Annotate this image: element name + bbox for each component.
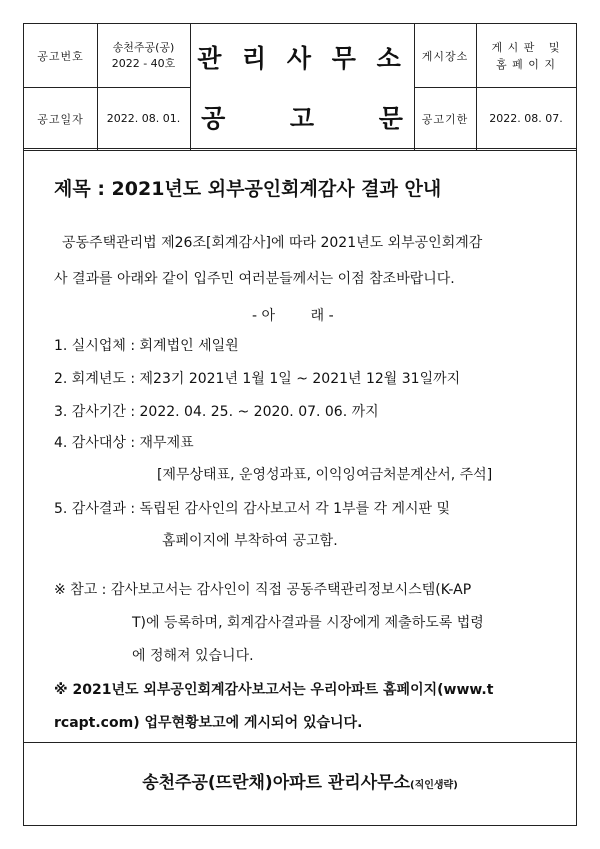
item-3: 3. 감사기간 : 2022. 04. 25. ~ 2020. 07. 06. 까지 — [54, 404, 379, 420]
header-divider — [24, 148, 576, 151]
notice-frame — [23, 23, 577, 826]
item-4-detail: [제무상태표, 운영성과표, 이익잉여금처분계산서, 주석] — [157, 467, 493, 483]
notice-number-label: 공고번호 — [37, 49, 84, 63]
notice-header-table — [24, 24, 576, 150]
item-1: 1. 실시업체 : 회계법인 세일원 — [54, 338, 239, 354]
intro-line-2: 사 결과를 아래와 같이 입주민 여러분들께서는 이점 참조바랍니다. — [54, 271, 455, 287]
notice-number-line1: 송천주공(공) — [112, 40, 175, 54]
notice-number-value — [97, 24, 190, 87]
doc-title: 공 고 문 — [201, 104, 403, 133]
notice-date-label: 공고일자 — [37, 112, 84, 126]
below-marker: - 아 래 - — [252, 308, 334, 324]
item-2: 2. 회계년도 : 제23기 2021년 1월 1일 ~ 2021년 12월 31일까지 — [54, 371, 461, 387]
notice-subject: 제목 : 2021년도 외부공인회계감사 결과 안내 — [54, 178, 442, 200]
notice-period-label: 공고기한 — [421, 112, 469, 126]
note-line-1: ※ 참고 : 감사보고서는 감사인이 직접 공동주택관리정보시스템(K-AP — [54, 582, 472, 598]
signature-text: 송천주공(뜨란채)아파트 관리사무소 — [142, 773, 410, 793]
notice-date-value: 2022. 08. 01. — [106, 112, 181, 125]
note-line-3: 에 정해져 있습니다. — [132, 648, 254, 664]
intro-line-1: 공동주택관리법 제26조[회계감사]에 따라 2021년도 외부공인회계감 — [62, 235, 483, 251]
highlight-line-2: rcapt.com) 업무현황보고에 게시되어 있습니다. — [54, 715, 363, 731]
office-signature — [24, 768, 576, 793]
footer-divider — [24, 742, 576, 743]
notice-number-line2: 2022 - 40호 — [111, 56, 176, 70]
item-5: 5. 감사결과 : 독립된 감사인의 감사보고서 각 1부를 각 게시판 및 — [54, 501, 451, 517]
posting-place-line1: 게 시 판 및 — [491, 40, 561, 54]
item-4: 4. 감사대상 : 재무제표 — [54, 435, 194, 451]
highlight-line-1: ※ 2021년도 외부공인회계감사보고서는 우리아파트 홈페이지(www.t — [54, 682, 494, 698]
item-5-continued: 홈페이지에 부착하여 공고함. — [162, 533, 338, 549]
posting-place-line2: 홈 페 이 지 — [496, 57, 556, 71]
office-title: 관 리 사 무 소 — [197, 44, 407, 73]
posting-place-label: 게시장소 — [421, 49, 469, 63]
note-line-2: T)에 등록하며, 회계감사결과를 시장에게 제출하도록 법령 — [132, 615, 484, 631]
posting-place-value — [476, 24, 576, 87]
seal-omitted-note: (직인생략) — [410, 780, 458, 791]
notice-period-value: 2022. 08. 07. — [489, 112, 563, 125]
